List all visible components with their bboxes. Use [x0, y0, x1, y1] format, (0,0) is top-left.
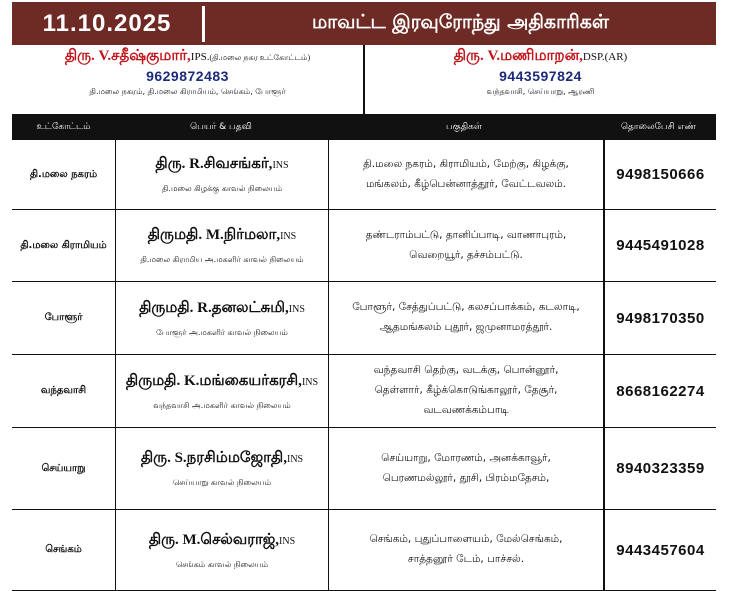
officer-rank: DSP.(AR) [582, 51, 628, 63]
table-row [12, 140, 716, 210]
name-post-cell [116, 428, 329, 509]
table-header [12, 114, 716, 140]
header-areas: பகுதிகள் [446, 121, 482, 132]
officer-name: திருமதி. K.மங்கையர்கரசி, [125, 372, 302, 389]
area-line: வெறையூர், தச்சம்பட்டு. [409, 248, 523, 261]
area-line: தி.மலை நகரம், கிராமியம், மேற்கு, கிழக்கு, [363, 157, 569, 170]
area-line: செங்கம், புதுப்பாளையம், மேல்செங்கம், [369, 533, 563, 546]
table-row [12, 282, 716, 355]
table-row [12, 210, 716, 282]
name-post-cell [116, 355, 329, 427]
phone-number: 9498150666 [616, 166, 705, 183]
name-post-cell [116, 282, 329, 354]
officer-rank: INS [272, 160, 289, 171]
area-line: தெள்ளார், கீழ்க்கொடுங்காலூர், தேசூர், [374, 384, 558, 397]
areas-cell [329, 510, 605, 590]
area-line: செய்யாறு, மோரணம், அனக்காவூர், [381, 451, 551, 464]
police-station: செய்யாறு காவல் நிலையம் [172, 478, 272, 487]
police-station: தி.மலை கிராமிய அ.மகளிர் காவல் நிலையம் [140, 255, 304, 264]
subdivision-cell: தி.மலை கிராமியம் [12, 210, 116, 281]
officer-name: திரு. S.நரசிம்மஜோதி, [140, 450, 287, 466]
areas-cell [329, 428, 605, 509]
officer-rank: INS [288, 303, 305, 315]
senior-officers [12, 45, 716, 114]
officer-name: திரு. V.சதீஷ்குமார், [64, 48, 191, 64]
officer-name: திருமதி. M.நிர்மலா, [147, 227, 281, 243]
name-post-cell [116, 140, 329, 209]
table-row [12, 510, 716, 591]
officer-name: திரு. M.செல்வராஜ், [148, 531, 280, 548]
name-post-cell [116, 210, 329, 281]
title-bar [12, 2, 716, 45]
officer-rank: INS [286, 454, 304, 465]
officer-name: திரு. R.சிவசங்கர், [155, 156, 273, 172]
roster-date: 11.10.2025 [42, 9, 172, 37]
header-phone: தொலைபேசி எண் [620, 121, 697, 132]
area-line: வடவணக்கம்பாடி [423, 403, 509, 416]
phone-number: 9498170350 [616, 309, 705, 327]
areas-cell [329, 140, 605, 209]
subdivision-cell: செங்கம் [12, 510, 116, 590]
area-line: மங்கலம், கீழ்பென்னாத்தூர், வேட்டவலம். [365, 177, 567, 190]
officer-name: திரு. V.மணிமாறன், [453, 48, 583, 64]
subdivision-cell: வந்தவாசி [12, 355, 116, 427]
officer-areas: வந்தவாசி, செய்யாறு, ஆரணி [486, 87, 595, 96]
officer-rank: INS [280, 231, 297, 242]
area-line: பெரணமல்லூர், தூசி, பிரம்மதேசம், [382, 471, 550, 484]
area-line: வந்தவாசி தெற்கு, வடக்கு, பொன்னூர், [373, 364, 559, 377]
phone-number: 8668162274 [616, 382, 705, 400]
officer-jurisdiction: (தி.மலை நகர உட்கோட்டம்) [209, 53, 311, 62]
police-station: தி.மலை கிழக்கு காவல் நிலையம் [161, 184, 283, 193]
officer-areas: தி.மலை நகரம், தி.மலை கிராமியம், செங்கம், போளூர் [89, 87, 286, 96]
header-name-post: பெயர் & பதவி [190, 121, 252, 132]
officer-rank: INS [279, 535, 296, 547]
area-line: சாத்தனூர் டேம், பாச்சல். [407, 553, 525, 565]
phone-number: 9443457604 [616, 541, 705, 559]
areas-cell [329, 282, 605, 354]
officer-rank: IPS. [190, 51, 210, 63]
subdivision-cell: போளூர் [12, 282, 116, 354]
areas-cell [329, 210, 605, 281]
senior-officer-1 [12, 45, 365, 114]
area-line: தண்டராம்பட்டு, தானிப்பாடி, வாணாபுரம், [365, 228, 567, 241]
phone-number: 8940323359 [616, 460, 705, 477]
areas-cell [329, 355, 605, 427]
phone-number: 9445491028 [616, 237, 705, 254]
officer-phone: 9629872483 [146, 68, 229, 84]
subdivision-cell: தி.மலை நகரம் [12, 140, 116, 209]
officer-rank: INS [301, 376, 319, 388]
header-subdivision: உட்கோட்டம் [36, 121, 91, 132]
officer-phone: 9443597824 [499, 68, 582, 84]
name-post-cell [116, 510, 329, 590]
area-line: ஆதமங்கலம் புதூர், ஜமுனாமரத்தூர். [379, 321, 553, 333]
subdivision-cell: செய்யாறு [12, 428, 116, 509]
police-station: செங்கம் காவல் நிலையம் [175, 559, 269, 569]
police-station: போளூர் அ.மகளிர் காவல் நிலையம் [156, 327, 288, 337]
officer-name: திருமதி. R.தனலட்சுமி, [139, 299, 289, 316]
table-row [12, 428, 716, 510]
roster-heading: மாவட்ட இரவுரோந்து அதிகாரிகள் [312, 11, 609, 33]
area-line: போளூர், சேத்துப்பட்டு, கலசப்பாக்கம், கடலாடி, [352, 301, 580, 314]
police-station: வந்தவாசி அ.மகளிர் காவல் நிலையம் [153, 400, 291, 410]
table-row [12, 355, 716, 428]
senior-officer-2 [365, 45, 716, 114]
